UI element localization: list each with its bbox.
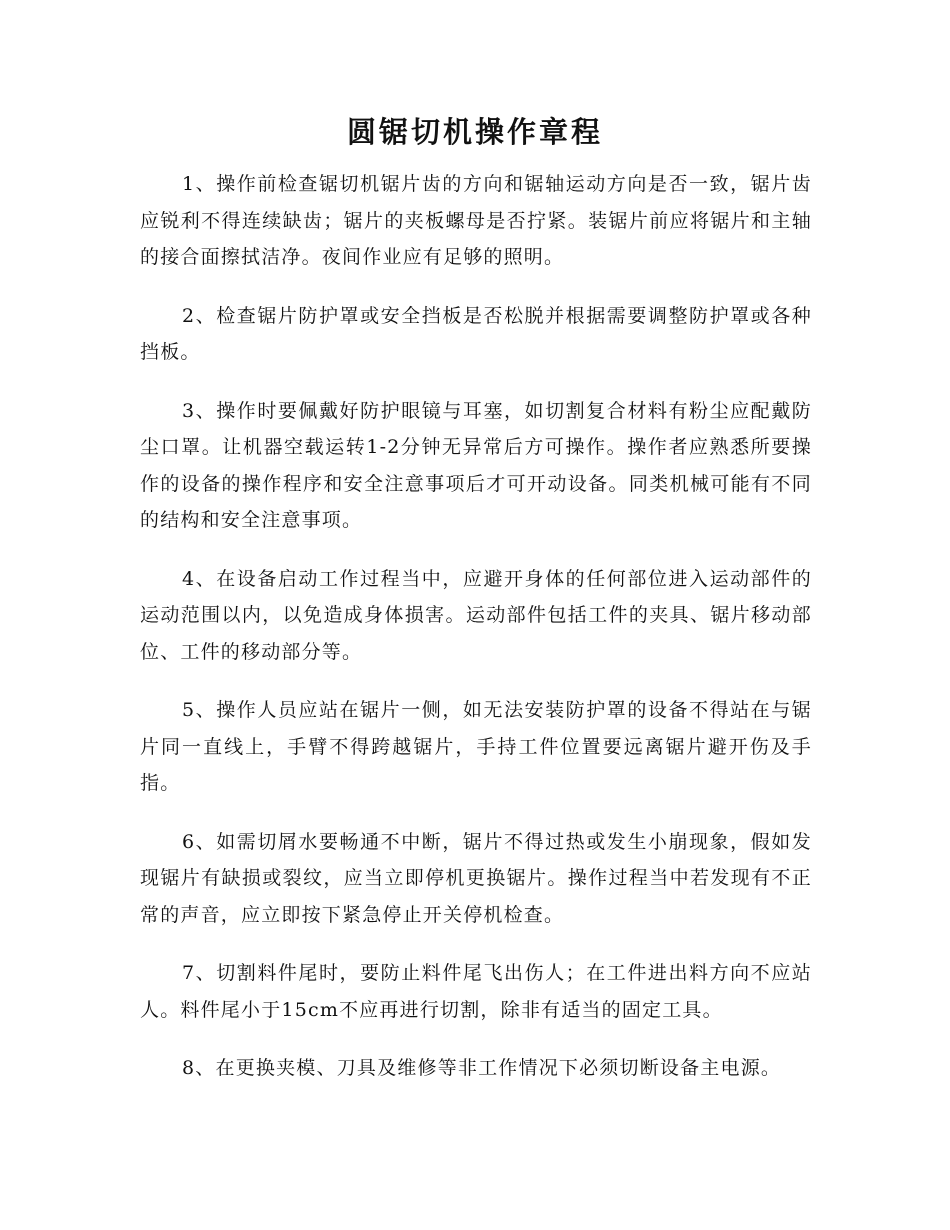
rule-paragraph-1: 1、操作前检查锯切机锯片齿的方向和锯轴运动方向是否一致，锯片齿应锐利不得连续缺齿；锯片的夹板螺母是否拧紧。装锯片前应将锯片和主轴的接合面擦拭洁净。夜间作业应有足够的照明。 <box>140 173 812 268</box>
rule-paragraph-2: 2、检查锯片防护罩或安全挡板是否松脱并根据需要调整防护罩或各种挡板。 <box>140 304 812 363</box>
rule-paragraph-3: 3、操作时要佩戴好防护眼镜与耳塞，如切割复合材料有粉尘应配戴防尘口罩。让机器空载运转1-2分钟无异常后方可操作。操作者应熟悉所要操作的设备的操作程序和安全注意事项后才可开动设备。同类机械可能有不同的结构和安全注意事项。 <box>140 399 812 531</box>
rule-paragraph-5: 5、操作人员应站在锯片一侧，如无法安装防护罩的设备不得站在与锯片同一直线上，手臂不得跨越锯片，手持工件位置要远离锯片避开伤及手指。 <box>140 699 812 794</box>
document-body <box>140 166 812 1109</box>
rule-paragraph-6: 6、如需切屑水要畅通不中断，锯片不得过热或发生小崩现象，假如发现锯片有缺损或裂纹，应当立即停机更换锯片。操作过程当中若发现有不正常的声音，应立即按下紧急停止开关停机检查。 <box>140 830 812 926</box>
document-title: 圆锯切机操作章程 <box>346 115 603 149</box>
rule-paragraph-7: 7、切割料件尾时，要防止料件尾飞出伤人；在工件进出料方向不应站人。料件尾小于15cm不应再进行切割，除非有适当的固定工具。 <box>140 962 812 1021</box>
rule-paragraph-8: 8、在更换夹模、刀具及维修等非工作情况下必须切断设备主电源。 <box>182 1057 782 1079</box>
rule-paragraph-4: 4、在设备启动工作过程当中，应避开身体的任何部位进入运动部件的运动范围以内，以免造成身体损害。运动部件包括工件的夹具、锯片移动部位、工件的移动部分等。 <box>140 567 812 663</box>
